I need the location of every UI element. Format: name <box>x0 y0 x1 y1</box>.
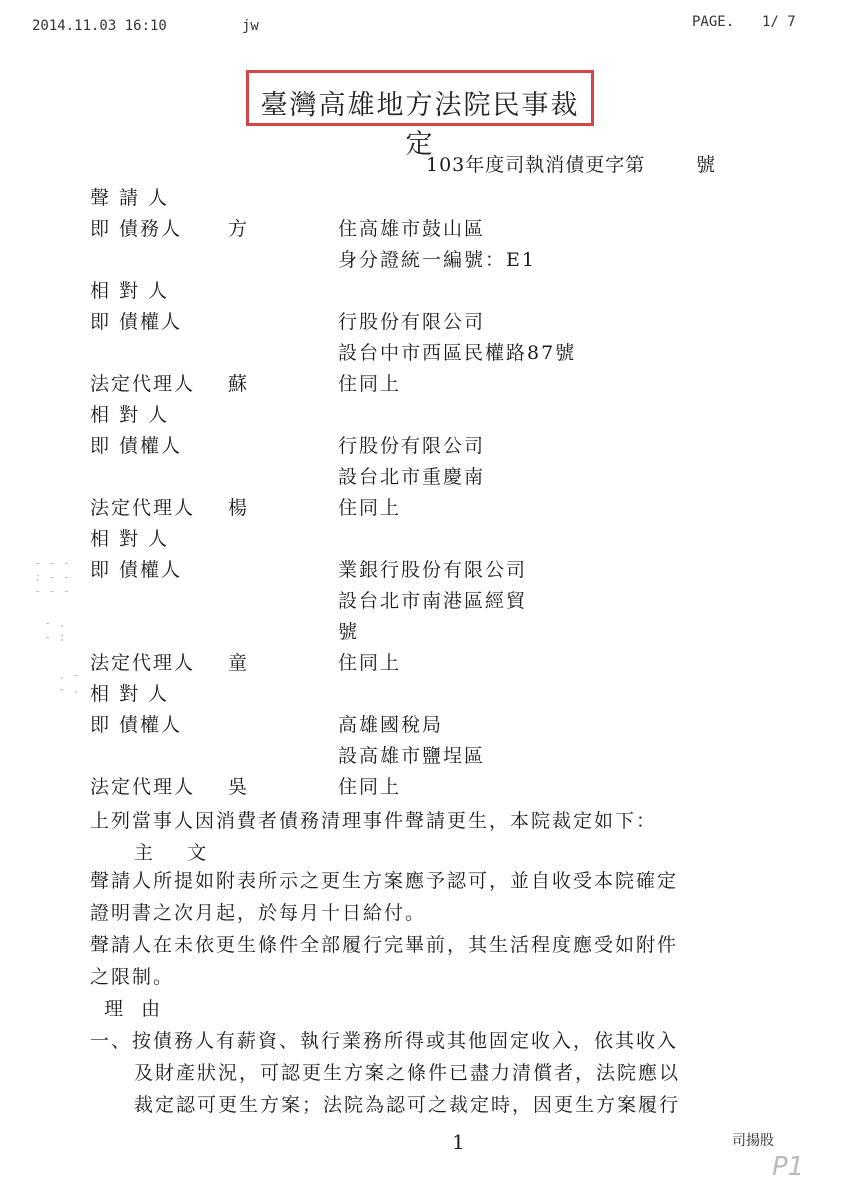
party-role: 相對人 <box>90 683 178 705</box>
party-detail: 設台北市南港區經貿 <box>338 590 528 612</box>
fax-user: jw <box>242 18 259 34</box>
party-name: 童 <box>228 652 250 674</box>
reason-text-line: 及財產狀況，可認更生方案之條件已盡力清償者，法院應以 <box>134 1062 681 1084</box>
party-name: 吳 <box>228 776 250 798</box>
party-detail: 設台中市西區民權路87號 <box>338 342 577 364</box>
party-detail: 住高雄市鼓山區 <box>338 218 486 240</box>
party-detail: 設高雄市鹽埕區 <box>338 745 486 767</box>
party-role: 法定代理人 <box>90 373 196 395</box>
party-name: 楊 <box>228 497 250 519</box>
intro-text: 上列當事人因消費者債務清理事件聲請更生，本院裁定如下： <box>90 810 658 832</box>
party-role: 法定代理人 <box>90 652 196 674</box>
party-role: 法定代理人 <box>90 497 196 519</box>
party-role: 法定代理人 <box>90 776 196 798</box>
party-role: 聲請人 <box>90 187 178 209</box>
reason-text-line: 裁定認可更生方案；法院為認可之裁定時，因更生方案履行 <box>134 1094 681 1116</box>
case-number-suffix: 號 <box>696 154 717 176</box>
case-number: 103年度司執消債更字第 <box>426 154 646 176</box>
main-heading: 主 文 <box>134 842 209 864</box>
party-role: 即 債權人 <box>90 559 183 581</box>
scan-smudge: . - - . <box>58 668 80 696</box>
party-name: 方 <box>228 218 250 240</box>
party-role: 即 債權人 <box>90 435 183 457</box>
section-label: 司揚股 <box>732 1133 774 1149</box>
party-detail: 設台北市重慶南 <box>338 466 486 488</box>
main-text-line: 證明書之次月起，於每月十日給付。 <box>90 902 427 924</box>
party-role: 即 債權人 <box>90 311 183 333</box>
party-detail: 住同上 <box>338 497 402 519</box>
main-text-line: 聲請人在未依更生條件全部履行完畢前，其生活程度應受如附件 <box>90 934 679 956</box>
party-detail: 行股份有限公司 <box>338 435 486 457</box>
main-text-line: 聲請人所提如附表所示之更生方案應予認可，並自收受本院確定 <box>90 870 679 892</box>
party-detail: 住同上 <box>338 373 402 395</box>
party-role: 即 債務人 <box>90 218 183 240</box>
party-detail: 號 <box>338 621 360 643</box>
page-value: 1/ 7 <box>762 14 796 30</box>
reason-text-line: 一、按債務人有薪資、執行業務所得或其他固定收入，依其收入 <box>90 1030 679 1052</box>
party-detail: 住同上 <box>338 652 402 674</box>
party-name: 蘇 <box>228 373 250 395</box>
party-role: 相對人 <box>90 528 178 550</box>
party-role: 相對人 <box>90 404 178 426</box>
scan-smudge: - . - : <box>44 616 66 644</box>
party-detail: 高雄國稅局 <box>338 714 444 736</box>
party-detail: 業銀行股份有限公司 <box>338 559 528 581</box>
page-number: 1 <box>452 1130 465 1154</box>
main-text-line: 之限制。 <box>90 966 175 988</box>
reason-heading: 理 由 <box>104 998 163 1020</box>
document-title: 臺灣高雄地方法院民事裁定 <box>260 90 580 160</box>
scan-smudge: - - - : - - - - - <box>34 556 71 598</box>
title-box <box>246 70 594 160</box>
page-label: PAGE. <box>692 14 735 30</box>
party-role: 即 債權人 <box>90 714 183 736</box>
handwritten-mark: P1 <box>772 1152 805 1182</box>
party-detail: 行股份有限公司 <box>338 311 486 333</box>
party-detail: 住同上 <box>338 776 402 798</box>
party-detail: 身分證統一編號：E1 <box>338 249 536 271</box>
party-role: 相對人 <box>90 280 178 302</box>
fax-timestamp: 2014.11.03 16:10 <box>32 18 167 34</box>
